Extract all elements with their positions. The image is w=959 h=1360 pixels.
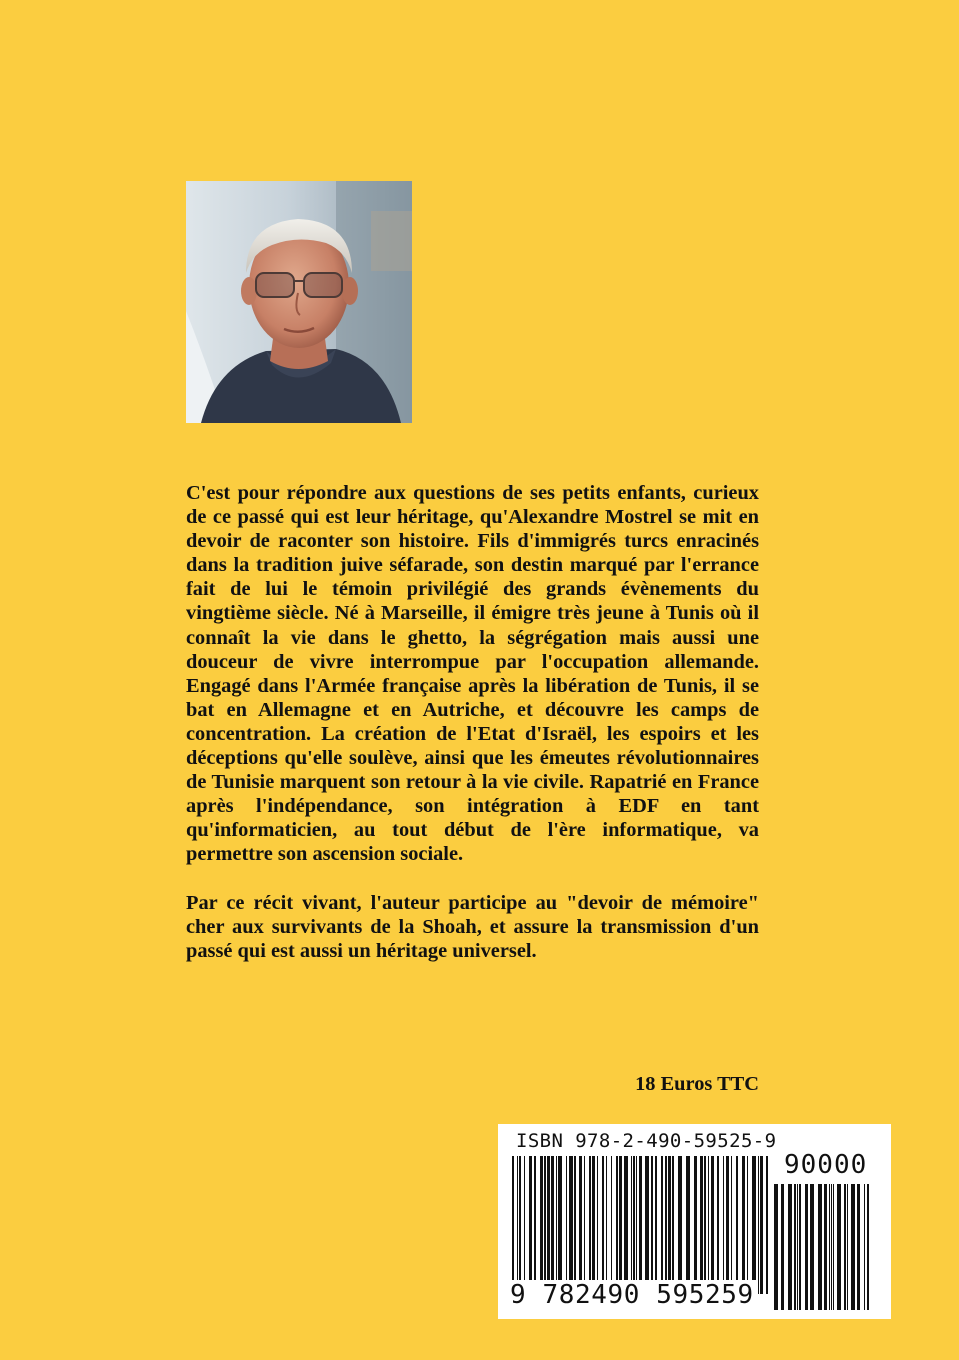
barcode-bar <box>831 1184 832 1310</box>
barcode-bar <box>624 1156 628 1294</box>
barcode-bar <box>837 1184 841 1310</box>
barcode-bar <box>661 1156 663 1294</box>
barcode-block <box>498 1124 891 1319</box>
barcode-bar <box>752 1156 756 1294</box>
barcode-bar <box>824 1184 827 1310</box>
barcode-bar <box>519 1156 521 1294</box>
barcode-bar <box>736 1156 738 1294</box>
barcode-bar <box>711 1156 714 1294</box>
barcode-bar <box>512 1156 514 1294</box>
barcode-bar <box>639 1156 642 1294</box>
barcode-bar <box>589 1156 591 1294</box>
description-paragraph-2: Par ce récit vivant, l'auteur participe au "devoir de mémoire" cher aux survivants de la Shoah, et assure la transmission d'un passé qui est aussi un héritage universel. <box>186 891 759 962</box>
barcode-bar <box>788 1184 792 1310</box>
barcode-bar <box>818 1184 822 1310</box>
barcode-bar <box>810 1184 814 1310</box>
barcode-bar <box>597 1156 598 1294</box>
barcode-bar <box>556 1156 557 1294</box>
isbn-label: ISBN 978-2-490-59525-9 <box>516 1130 777 1152</box>
author-photo <box>186 181 412 423</box>
barcode-bar <box>540 1156 543 1294</box>
barcode-bar <box>616 1156 618 1294</box>
barcode-bar <box>833 1184 834 1310</box>
barcode-bar <box>867 1184 869 1310</box>
barcode-bar <box>694 1156 697 1294</box>
barcode-bar <box>797 1184 798 1310</box>
barcode-bar <box>760 1156 763 1294</box>
barcode-bar <box>758 1156 759 1294</box>
barcode-bar <box>742 1156 745 1294</box>
barcode-bar <box>569 1156 573 1294</box>
barcode-bar <box>726 1156 729 1294</box>
barcode-bar <box>645 1156 649 1294</box>
barcode-bar <box>631 1156 632 1294</box>
barcode-bar <box>708 1156 709 1294</box>
barcode-bar <box>636 1156 637 1294</box>
barcode-bar <box>864 1184 865 1310</box>
barcode-bar <box>602 1156 604 1294</box>
barcode-ean-number: 9 782490 595259 <box>510 1280 754 1310</box>
barcode-bar <box>847 1184 848 1310</box>
barcode-bar <box>566 1156 567 1294</box>
barcode-bar <box>517 1156 518 1294</box>
barcode-bar <box>672 1156 674 1294</box>
barcode-bar <box>723 1156 724 1294</box>
barcode-bar <box>704 1156 706 1294</box>
barcode-bar <box>606 1156 607 1294</box>
barcode-bar <box>651 1156 653 1294</box>
barcode-bar <box>678 1156 682 1294</box>
barcode-bar <box>805 1184 808 1310</box>
barcode-bar <box>857 1184 860 1310</box>
barcode-bar <box>700 1156 703 1294</box>
barcode-bar <box>851 1184 855 1310</box>
barcode-bar <box>747 1156 748 1294</box>
barcode-bar <box>551 1156 554 1294</box>
price-label: 18 Euros TTC <box>635 1073 759 1095</box>
barcode-bar <box>544 1156 546 1294</box>
barcode-bar <box>529 1156 532 1294</box>
barcode-bar <box>579 1156 582 1294</box>
barcode-bar <box>731 1156 732 1294</box>
barcode-bar <box>668 1156 671 1294</box>
barcode-bar <box>665 1156 667 1294</box>
barcode-bar <box>619 1156 622 1294</box>
barcode-bar <box>558 1156 562 1294</box>
barcode-bar <box>574 1156 576 1294</box>
barcode-bar <box>781 1184 784 1310</box>
barcode-bar <box>547 1156 550 1294</box>
barcode-bar <box>655 1156 657 1294</box>
barcode-bar <box>534 1156 536 1294</box>
barcode-bar <box>592 1156 595 1294</box>
barcode-bar <box>794 1184 796 1310</box>
description-paragraph-1: C'est pour répondre aux questions de ses petits enfants, curieux de ce passé qui est leur héritage, qu'Alexandre Mostrel se mit en devoir de raconter son histoire. Fils d'immigrés turcs enracinés dans la tradition juive séfarade, son destin marqué par l'errance fait de lui le témoin privilégié des grands évènements du vingtième siècle. Né à Marseille, il émigre très jeune à Tunis où il connaît la vie dans le ghetto, la ségrégation mais aussi une douceur de vivre interrompue par l'occupation allemande. Engagé dans l'Armée française après la libération de Tunis, il se bat en Allemagne et en Autriche, et découvre les camps de concentration. La création de l'Etat d'Israël, les espoirs et les déceptions qu'elle soulève, ainsi que les émeutes révolutionnaires de Tunisie marquent son retour à la vie civile. Rapatrié en France après l'indépendance, son intégration à EDF en tant qu'informaticien, au tout début de l'ère informatique, va permettre son ascension sociale. <box>186 482 759 866</box>
barcode-bar <box>611 1156 612 1294</box>
book-description <box>186 481 759 963</box>
barcode-bar <box>524 1156 525 1294</box>
barcode-bar <box>799 1184 801 1310</box>
barcode-bar <box>686 1156 690 1294</box>
barcode-bar <box>584 1156 585 1294</box>
barcode-bar <box>844 1184 846 1310</box>
barcode-bar <box>766 1156 768 1294</box>
barcode-bar <box>717 1156 719 1294</box>
barcode-bar <box>633 1156 635 1294</box>
barcode-addon-number: 90000 <box>784 1150 868 1180</box>
barcode-bar <box>774 1184 778 1310</box>
barcode-bar <box>829 1184 830 1310</box>
